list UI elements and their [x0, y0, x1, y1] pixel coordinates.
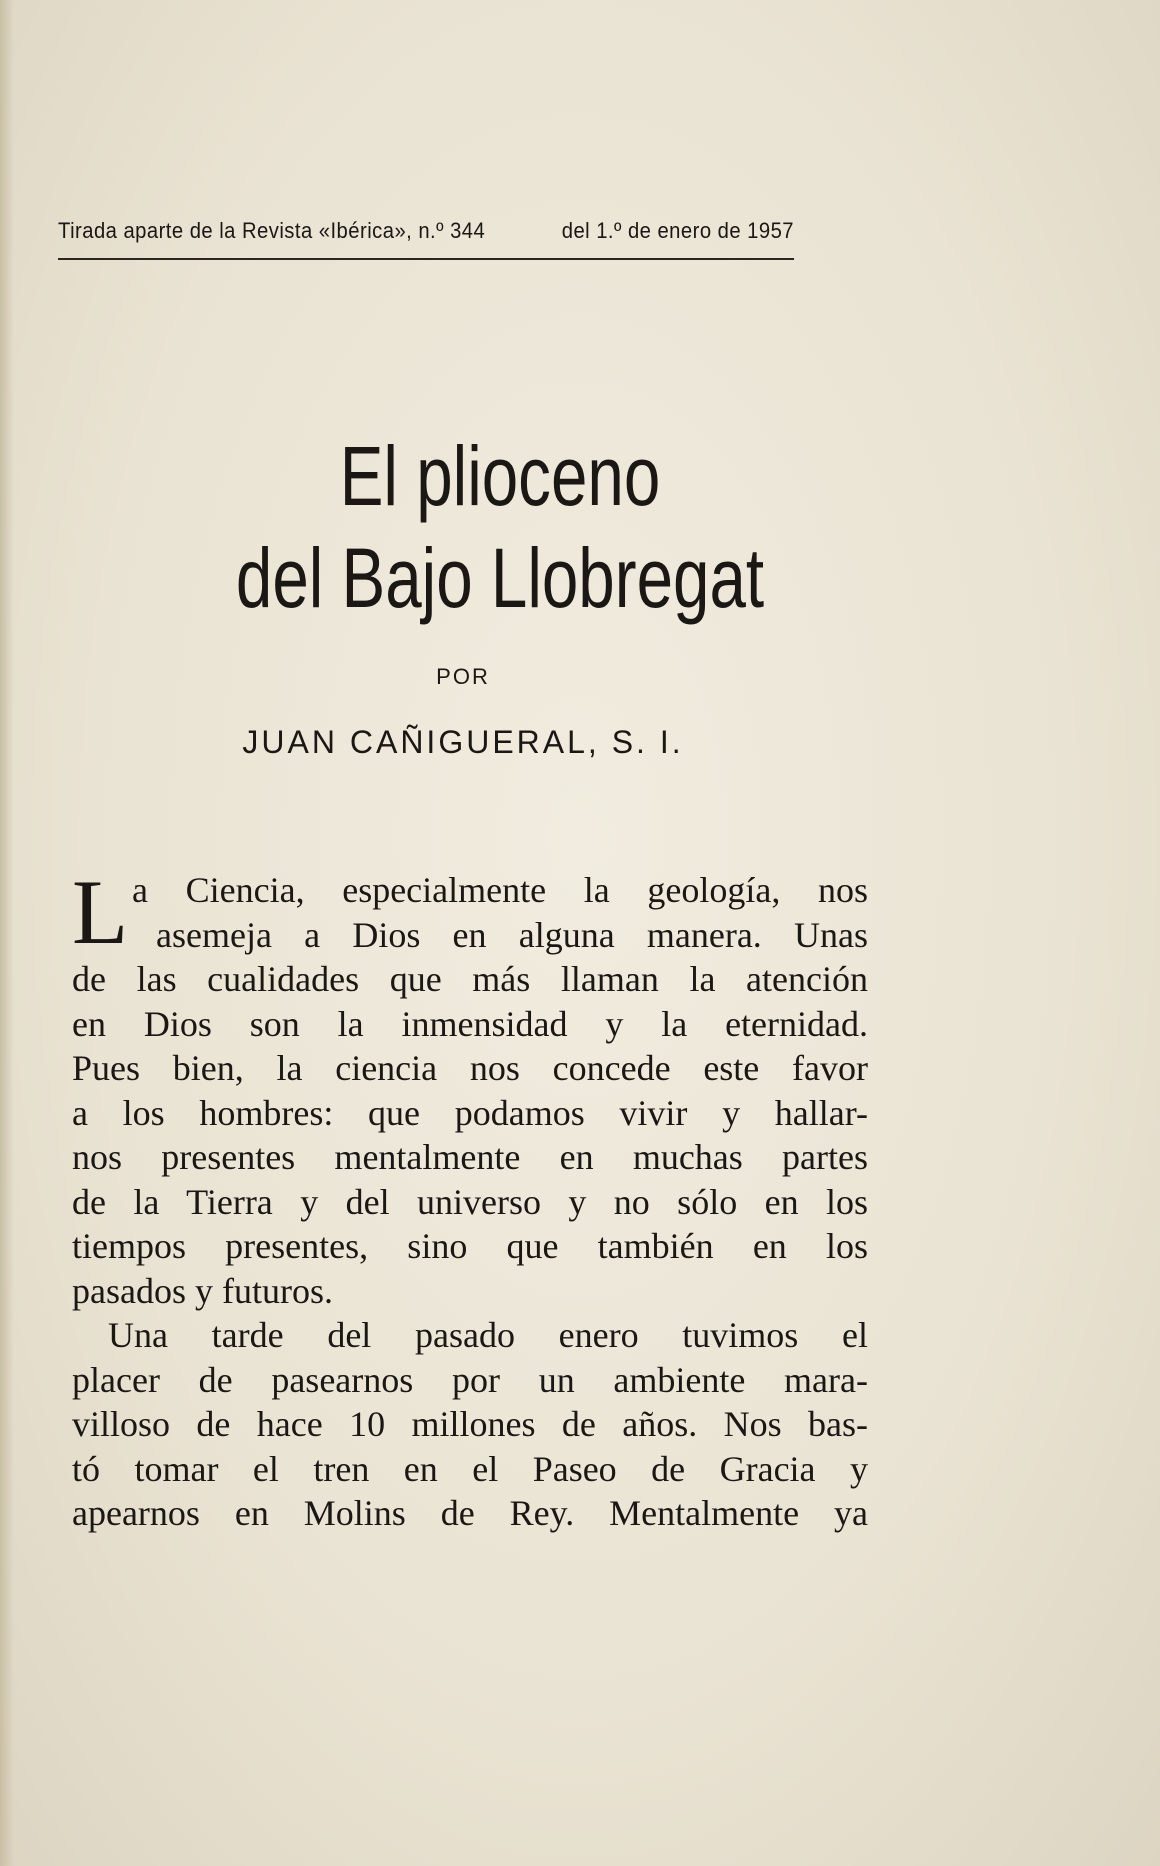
body-line: a Ciencia, especialmente la geología, nos	[132, 870, 868, 910]
body-line: tiempos presentes, sino que también en los	[72, 1226, 868, 1266]
article-title-line-1: El plioceno	[339, 429, 661, 523]
article-title-line-2: del Bajo Llobregat	[235, 531, 765, 625]
body-line: apearnos en Molins de Rey. Mentalmente ya	[72, 1493, 868, 1533]
byline-author: JUAN CAÑIGUERAL, S. I.	[242, 724, 684, 760]
body-line: Pues bien, la ciencia nos concede este favor	[72, 1048, 868, 1088]
body-line: Una tarde del pasado enero tuvimos el	[108, 1315, 868, 1355]
header-date: del 1.º de enero de 1957	[561, 218, 794, 243]
offprint-header	[58, 218, 794, 260]
body-line: pasados y futuros.	[72, 1270, 333, 1311]
body-line: a los hombres: que podamos vivir y hallar-	[72, 1092, 868, 1133]
byline-por: POR	[436, 664, 490, 689]
body-line: de las cualidades que más llaman la atención	[72, 959, 868, 999]
body-line: asemeja a Dios en alguna manera. Unas	[156, 914, 868, 955]
article-body	[72, 861, 868, 1536]
body-line: de la Tierra y del universo y no sólo en los	[72, 1181, 868, 1222]
body-line: villoso de hace 10 millones de años. Nos bas-	[72, 1404, 868, 1444]
drop-cap: L	[72, 861, 129, 963]
body-line: placer de pasearnos por un ambiente mara-	[72, 1359, 868, 1400]
header-source: Tirada aparte de la Revista «Ibérica», n.º 344	[58, 218, 486, 243]
body-line: tó tomar el tren en el Paseo de Gracia y	[72, 1448, 868, 1489]
body-line: nos presentes mentalmente en muchas partes	[72, 1137, 868, 1177]
body-line: en Dios son la inmensidad y la eternidad.	[72, 1003, 868, 1044]
page-edge-shadow	[0, 0, 14, 1866]
